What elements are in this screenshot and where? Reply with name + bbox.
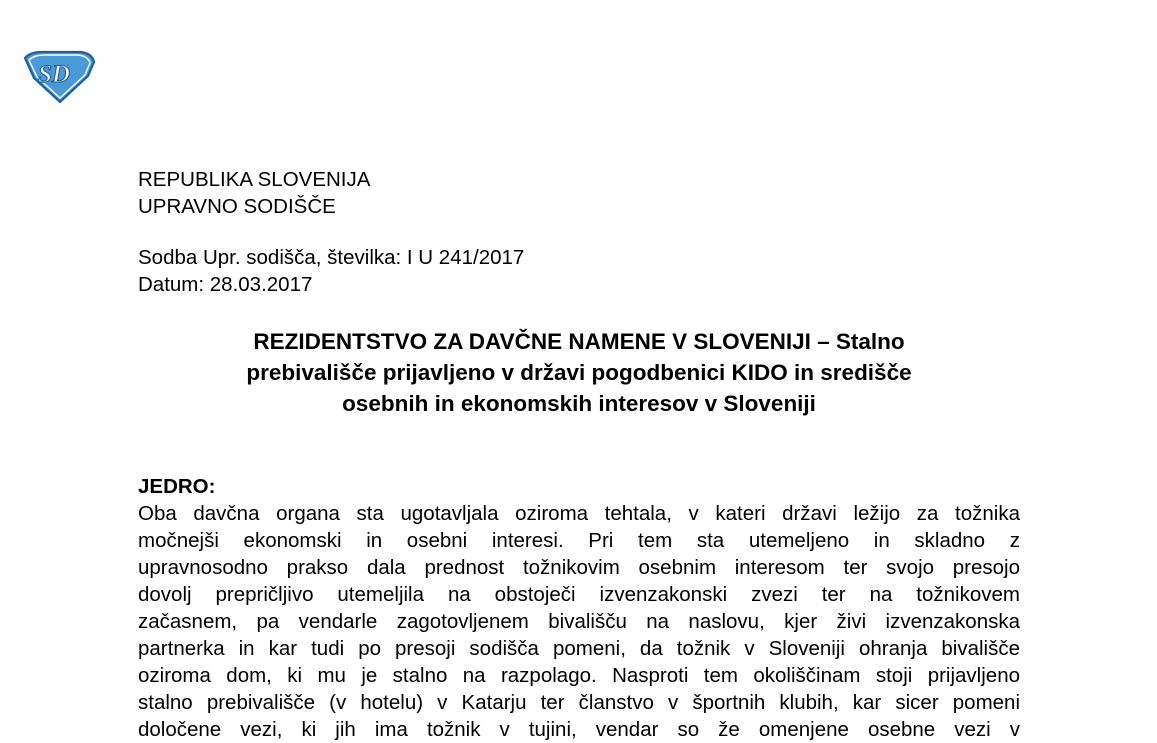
case-number: Sodba Upr. sodišča, številka: I U 241/2017 — [138, 246, 525, 269]
title-line: osebnih in ekonomskih interesov v Sloveniji — [342, 391, 816, 416]
paragraph-line: začasnem, pa vendarle zagotovljenem bivališču na naslovu, kjer živi izvenzakonska — [138, 610, 1020, 633]
case-info — [138, 244, 524, 298]
emblem-monogram: SD — [38, 61, 70, 88]
paragraph-line: dovolj prepričljivo utemeljila na obstoječi izvenzakonski zvezi ter na tožnikovem — [138, 583, 1020, 606]
paragraph-line: oziroma dom, ki mu je stalno na razpolago. Nasproti tem okoliščinam stoji prijavljeno — [138, 664, 1020, 687]
paragraph-line: upravnosodno prakso dala prednost tožnikovim osebnim interesom ter svojo presojo — [138, 556, 1020, 579]
case-date: Datum: 28.03.2017 — [138, 273, 313, 296]
jedro-section — [138, 473, 1020, 743]
document-title — [150, 326, 1008, 419]
title-line: REZIDENTSTVO ZA DAVČNE NAMENE V SLOVENIJI – Stalno — [253, 329, 905, 354]
issuer-header — [138, 166, 370, 220]
title-line: prebivališče prijavljeno v državi pogodbenici KIDO in središče — [246, 360, 912, 385]
paragraph-line: stalno prebivališče (v hotelu) v Katarju ter članstvo v športnih klubih, kar sicer pomeni — [138, 691, 1020, 714]
court-emblem-icon — [22, 50, 96, 104]
section-heading: JEDRO: — [138, 475, 216, 498]
issuer-court: UPRAVNO SODIŠČE — [138, 195, 336, 218]
paragraph-line: Oba davčna organa sta ugotavljala oziroma tehtala, v kateri državi ležijo za tožnika — [138, 502, 1020, 525]
paragraph-line: močnejši ekonomski in osebni interesi. Pri tem sta utemeljeno in skladno z — [138, 529, 1020, 552]
paragraph-line: partnerka in kar tudi po presoji sodišča pomeni, da tožnik v Sloveniji ohranja bivališče — [138, 637, 1020, 660]
paragraph-line: določene vezi, ki jih ima tožnik v tujini, vendar so že omenjene osebne vezi v — [138, 718, 1020, 741]
issuer-country: REPUBLIKA SLOVENIJA — [138, 168, 371, 191]
